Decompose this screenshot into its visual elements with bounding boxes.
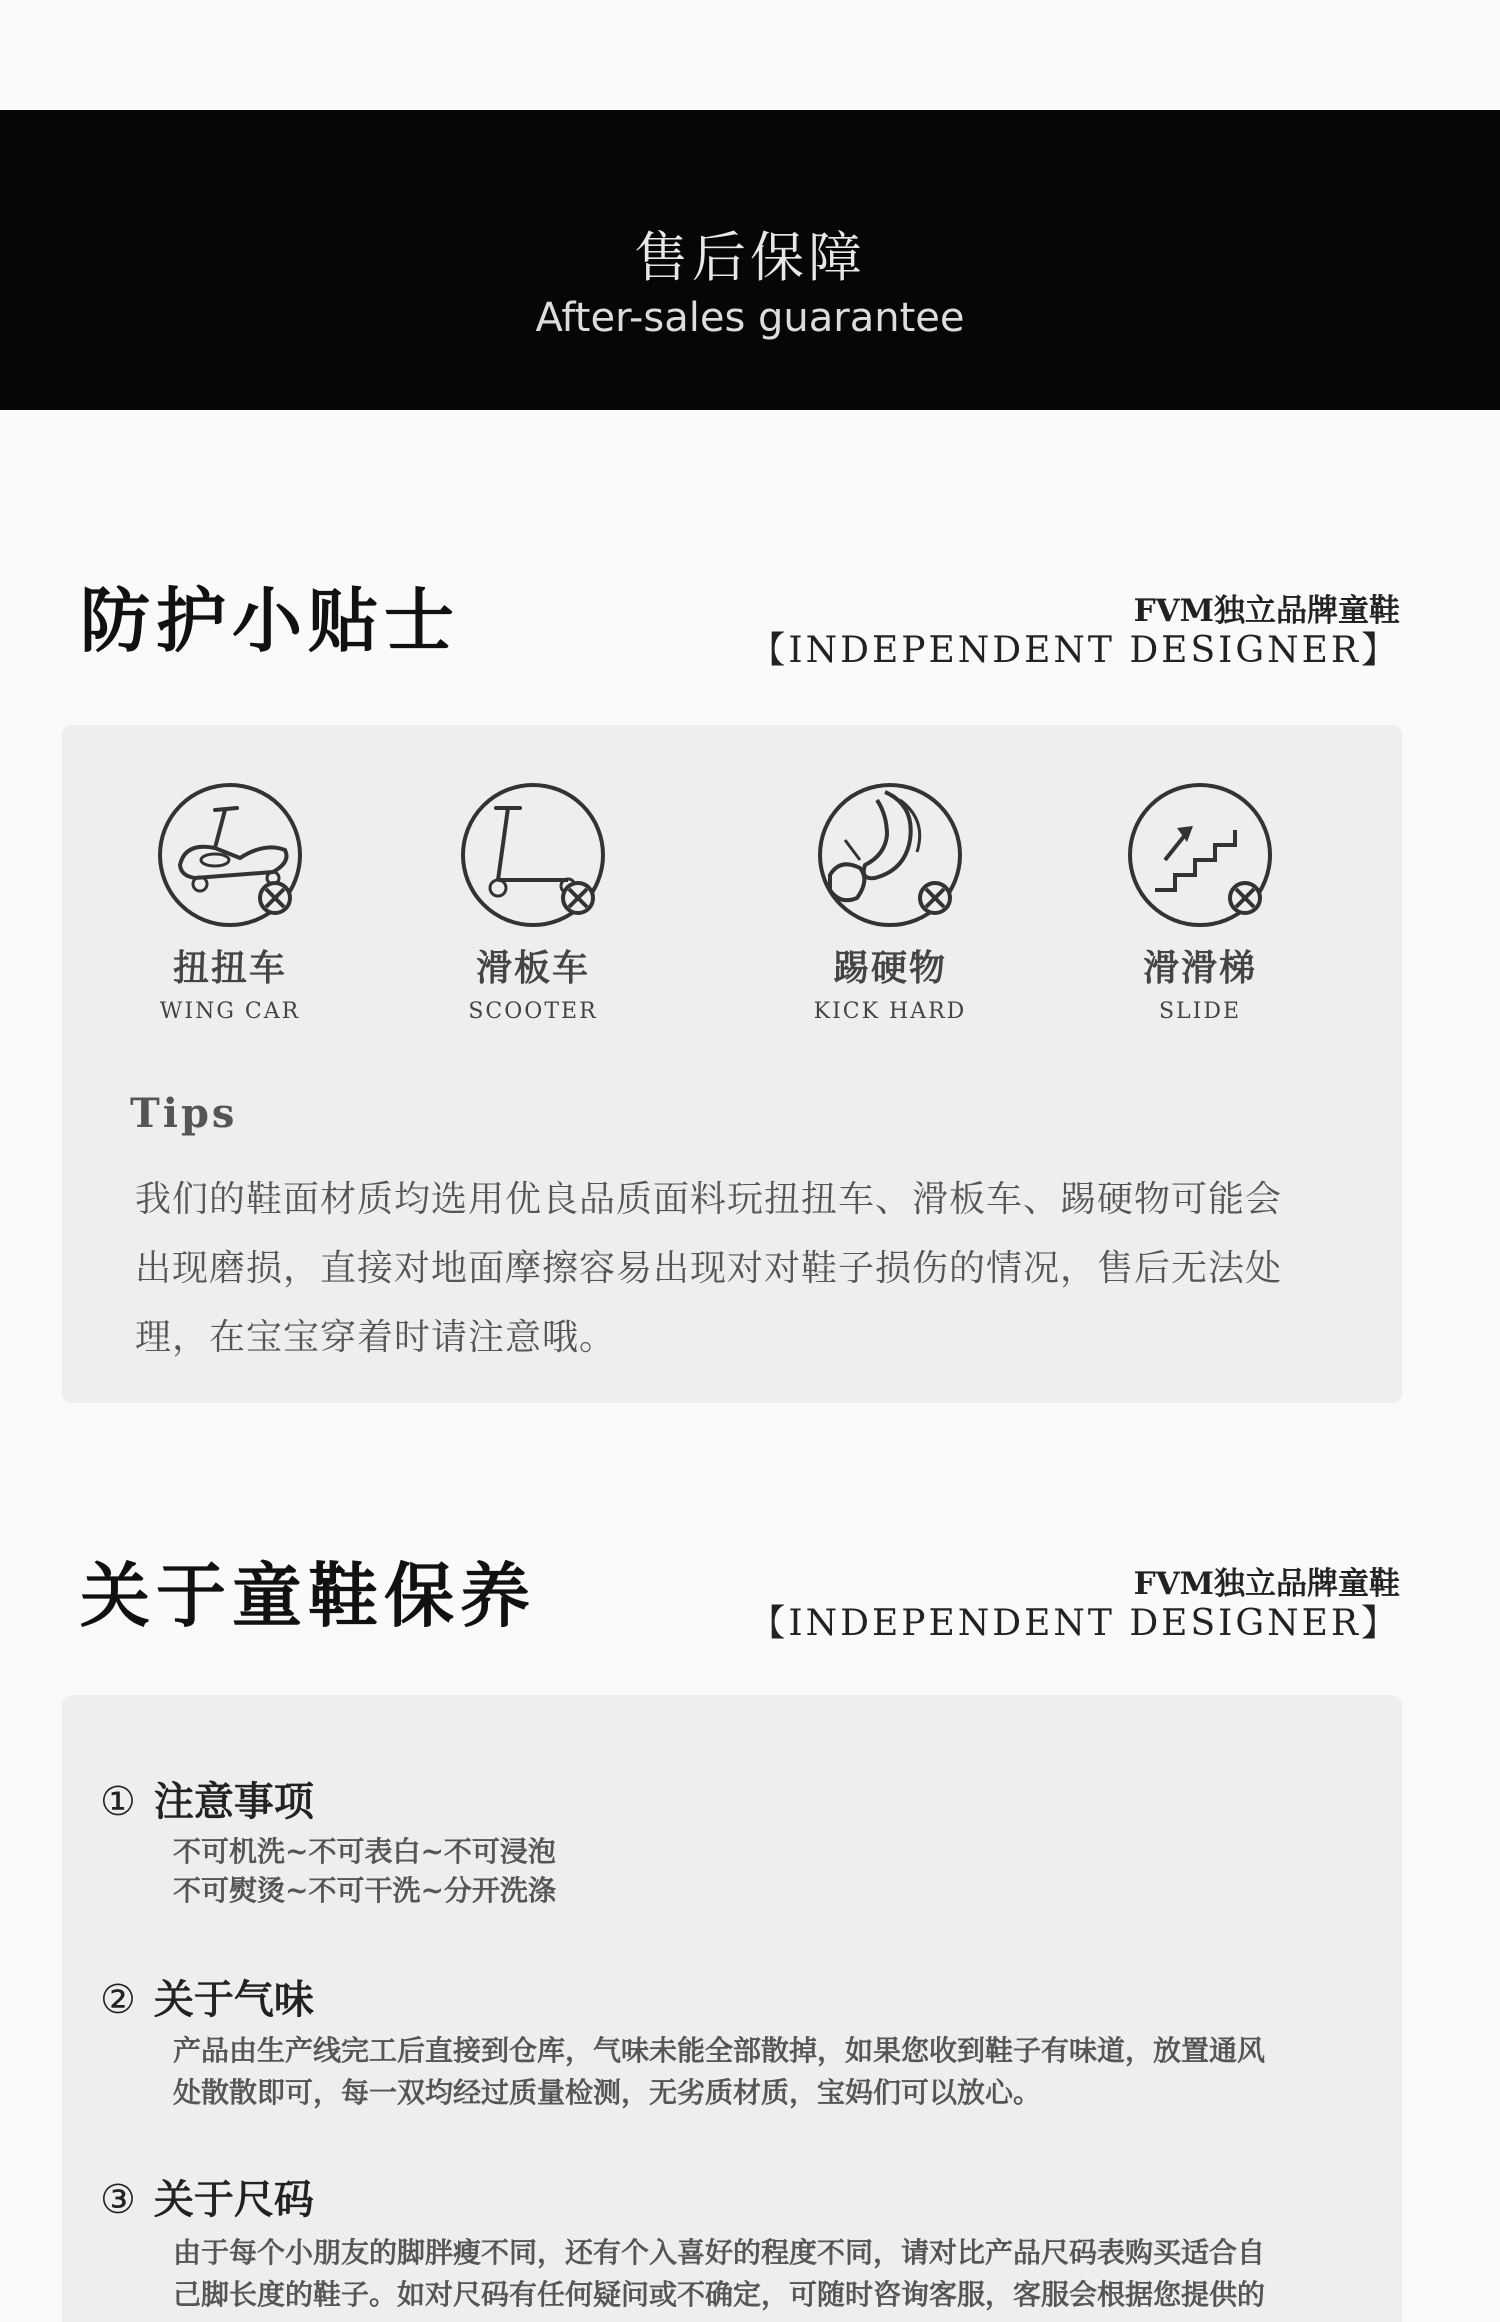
designer-label-1: [749, 592, 1400, 672]
care-item-line: 处散散即可，每一双均经过质量检测，无劣质材质，宝妈们可以放心。: [173, 2076, 1042, 2109]
care-item-line: 己脚长度的鞋子。如对尺码有任何疑问或不确定，可随时咨询客服，客服会根据您提供的: [173, 2278, 1266, 2311]
designer-tagline: 【INDEPENDENT DESIGNER】: [749, 630, 1400, 671]
icon-item-scooter: [383, 780, 683, 1024]
care-item-title: 关于尺码: [153, 2176, 314, 2223]
care-item-number: ①: [100, 1779, 136, 1825]
care-item-number: ③: [100, 2177, 136, 2223]
care-item-body: [173, 2232, 1343, 2316]
after-sales-banner: [0, 110, 1500, 410]
icon-label-en: SLIDE: [1158, 999, 1242, 1024]
care-item-title: 注意事项: [153, 1778, 314, 1825]
kick-hard-icon: [815, 780, 965, 930]
icon-label-cn: 滑板车: [475, 947, 590, 989]
care-item-body: [173, 1832, 1343, 1910]
care-item-line: 不可熨烫~不可干洗~分开洗涤: [173, 1874, 556, 1907]
tips-body: 我们的鞋面材质均选用优良品质面料玩扭扭车、滑板车、踢硬物可能会出现磨损，直接对地面摩擦容易出现对对鞋子损伤的情况，售后无法处理，在宝宝穿着时请注意哦。: [135, 1179, 1283, 1358]
icon-item-kick-hard: [740, 780, 1040, 1024]
care-item-line: 产品由生产线完工后直接到仓库，气味未能全部散掉，如果您收到鞋子有味道，放置通风: [173, 2034, 1266, 2067]
care-item-number: ②: [100, 1977, 136, 2023]
designer-label-2: [749, 1565, 1400, 1645]
icon-label-en: SCOOTER: [468, 999, 598, 1024]
care-item-heading: [100, 1968, 314, 2025]
wing-car-icon: [155, 780, 305, 930]
icon-item-slide: [1050, 780, 1350, 1024]
banner-title-cn: 售后保障: [634, 226, 866, 289]
brand-name: FVM独立品牌童鞋: [1133, 1566, 1400, 1602]
icon-label-cn: 扭扭车: [172, 947, 287, 989]
icon-label-en: WING CAR: [159, 999, 301, 1024]
icon-label-cn: 踢硬物: [832, 947, 947, 989]
protection-title: 防护小贴士: [80, 580, 460, 662]
care-title: 关于童鞋保养: [80, 1555, 536, 1637]
care-item-body: [173, 2030, 1343, 2114]
care-item-title: 关于气味: [153, 1976, 314, 2023]
banner-title-en: After-sales guarantee: [535, 295, 965, 341]
icon-label-cn: 滑滑梯: [1142, 947, 1257, 989]
care-item-heading: [100, 2168, 314, 2225]
icon-label-en: KICK HARD: [813, 999, 967, 1024]
slide-icon: [1125, 780, 1275, 930]
icon-item-wing-car: [80, 780, 380, 1024]
scooter-icon: [458, 780, 608, 930]
tips-title: Tips: [130, 1090, 238, 1137]
brand-name: FVM独立品牌童鞋: [1133, 593, 1400, 629]
care-item-line: 不可机洗~不可表白~不可浸泡: [173, 1835, 556, 1868]
care-item-line: 由于每个小朋友的脚胖瘦不同，还有个入喜好的程度不同，请对比产品尺码表购买适合自: [173, 2236, 1266, 2269]
designer-tagline: 【INDEPENDENT DESIGNER】: [749, 1603, 1400, 1644]
care-item-heading: [100, 1770, 314, 1827]
